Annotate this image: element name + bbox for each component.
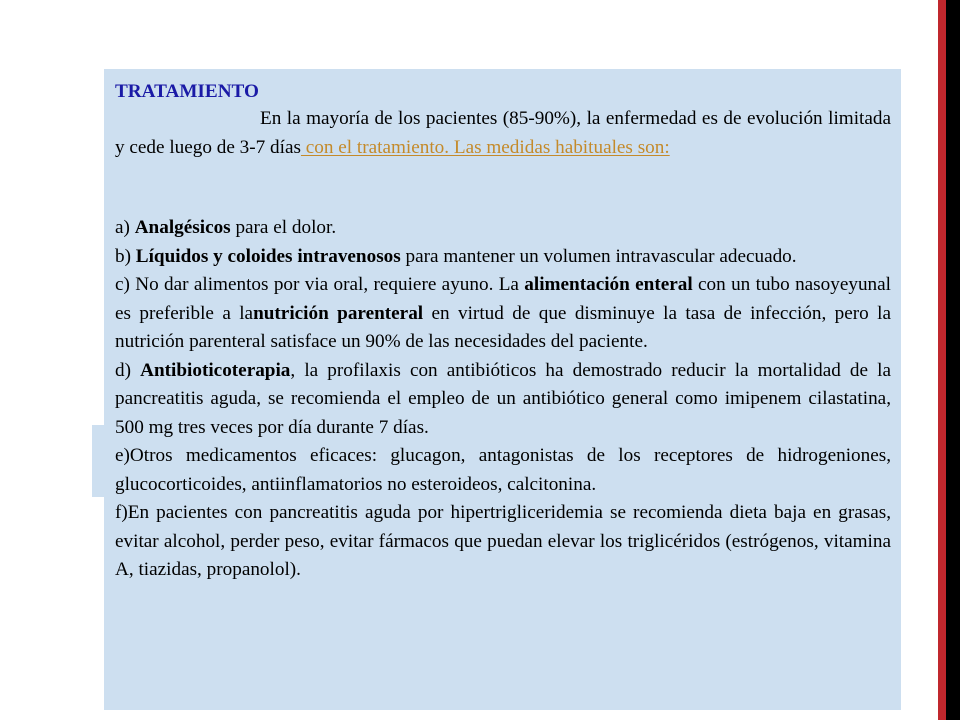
item-a-rest: para el dolor.	[230, 217, 337, 238]
item-b-bold: Líquidos y coloides intravenosos	[135, 245, 401, 267]
item-f: f)En pacientes con pancreatitis aguda por hipertrigliceridemia se recomienda dieta baja en grasas, evitar alcohol, perder peso, evitar fármacos que puedan elevar los triglicéridos (estrógenos, vitamina A, tiazidas, propanolol).	[115, 502, 891, 580]
item-d-prefix: d)	[115, 359, 141, 381]
item-d	[115, 357, 891, 443]
paragraph-gap	[115, 162, 891, 214]
intro-link[interactable]: con el tratamiento. Las medidas habituales son:	[300, 136, 670, 158]
item-e: e)Otros medicamentos eficaces: glucagon, antagonistas de los receptores de hidrogeniones, glucocorticoides, antiinflamatorios no esteroideos, calcitonina.	[115, 445, 891, 495]
intro-paragraph	[115, 105, 891, 162]
slide-heading: TRATAMIENTO	[115, 81, 259, 102]
item-c-rest: en virtud de que disminuye la tasa de infección, pero la nutrición parenteral satisface un 90% de las necesidades del paciente.	[115, 302, 891, 352]
intro-text: En la mayoría de los pacientes (85-90%), la enfermedad es de evolución limitada y cede luego de 3-7 días	[115, 108, 891, 158]
item-d-bold: Antibioticoterapia	[140, 359, 291, 381]
item-c	[115, 271, 891, 357]
item-c-mid: con un tubo nasoyeyunal es preferible a la	[115, 274, 891, 324]
item-c-prefix: c) No dar alimentos por via oral, requiere ayuno. La	[115, 274, 525, 295]
item-b	[115, 243, 891, 272]
content-box	[104, 69, 901, 710]
item-b-rest: para mantener un volumen intravascular adecuado.	[400, 245, 797, 267]
accent-stripe-black	[946, 0, 960, 720]
item-a	[115, 214, 891, 243]
item-a-bold: Analgésicos	[134, 217, 231, 238]
item-a-prefix: a)	[115, 217, 135, 238]
accent-stripe-red	[938, 0, 946, 720]
item-d-rest: , la profilaxis con antibióticos ha demostrado reducir la mortalidad de la pancreatitis aguda, se recomienda el empleo de un antibiótico general como imipenem cilastatina, 500 mg tres veces por día durante 7 días.	[115, 359, 891, 438]
item-c-bold-1: alimentación enteral	[524, 274, 693, 295]
item-b-prefix: b)	[115, 245, 136, 267]
item-c-bold-2: nutrición parenteral	[253, 302, 424, 324]
